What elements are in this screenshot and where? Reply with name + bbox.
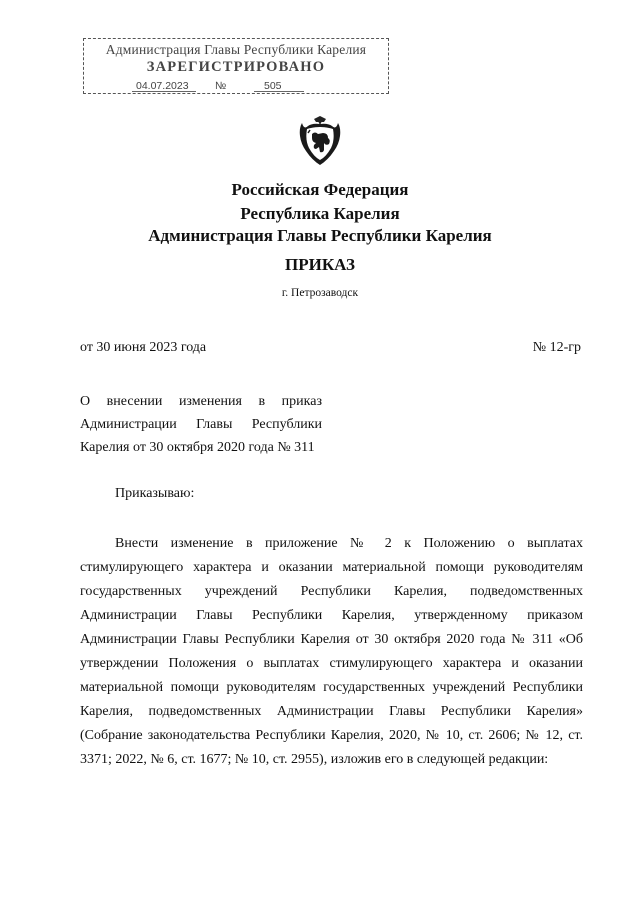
header-country: Российская Федерация: [231, 180, 409, 199]
body-line: утверждении Положения о выплатах стимулирующего характера и оказании: [80, 656, 583, 671]
stamp-date-underline: [132, 91, 196, 92]
stamp-organization: Администрация Главы Республики Карелия: [105, 42, 367, 57]
subject-line: О внесении изменения в приказ: [80, 394, 322, 409]
stamp-registered-label: ЗАРЕГИСТРИРОВАНО: [146, 59, 326, 75]
stamp-number-underline: [254, 91, 304, 92]
subject-line: Администрации Главы Республики: [80, 417, 322, 432]
header-republic: Республика Карелия: [240, 204, 400, 223]
coat-of-arms-icon: [298, 116, 342, 166]
body-line: Внести изменение в приложение № 2 к Положению о выплатах: [115, 536, 583, 551]
header-administration: Администрация Главы Республики Карелия: [148, 226, 492, 245]
body-line: Карелия, подведомственных Администрации Главы Республики Карелия»: [80, 704, 583, 719]
body-line: государственных учреждений Республики Карелия, подведомственных: [80, 584, 583, 599]
body-line: стимулирующего характера и оказании материальной помощи руководителям: [80, 560, 583, 575]
order-number: № 12-гр: [532, 340, 581, 355]
subject-line: Карелия от 30 октября 2020 года № 311: [80, 440, 315, 455]
body-line: материальной помощи руководителям государственных учреждений Республики: [80, 680, 583, 695]
stamp-date: 04.07.2023: [136, 80, 189, 92]
registration-stamp: [83, 38, 389, 94]
document-type: ПРИКАЗ: [285, 255, 355, 274]
body-line: (Собрание законодательства Республики Карелия, 2020, № 10, ст. 2606; № 12, ст.: [80, 728, 583, 743]
body-line: Администрации Главы Республики Карелия от 30 октября 2020 года № 311 «Об: [80, 632, 583, 647]
stamp-number: 505: [264, 80, 282, 92]
body-line: 3371; 2022, № 6, ст. 1677; № 10, ст. 2955), изложив его в следующей редакции:: [80, 752, 549, 767]
order-date: от 30 июня 2023 года: [80, 340, 207, 355]
city: г. Петрозаводск: [281, 287, 359, 299]
stamp-number-sign: №: [215, 80, 227, 92]
body-line: Администрации Главы Республики Карелия, утвержденному приказом: [80, 608, 583, 623]
order-word: Приказываю:: [115, 486, 195, 501]
